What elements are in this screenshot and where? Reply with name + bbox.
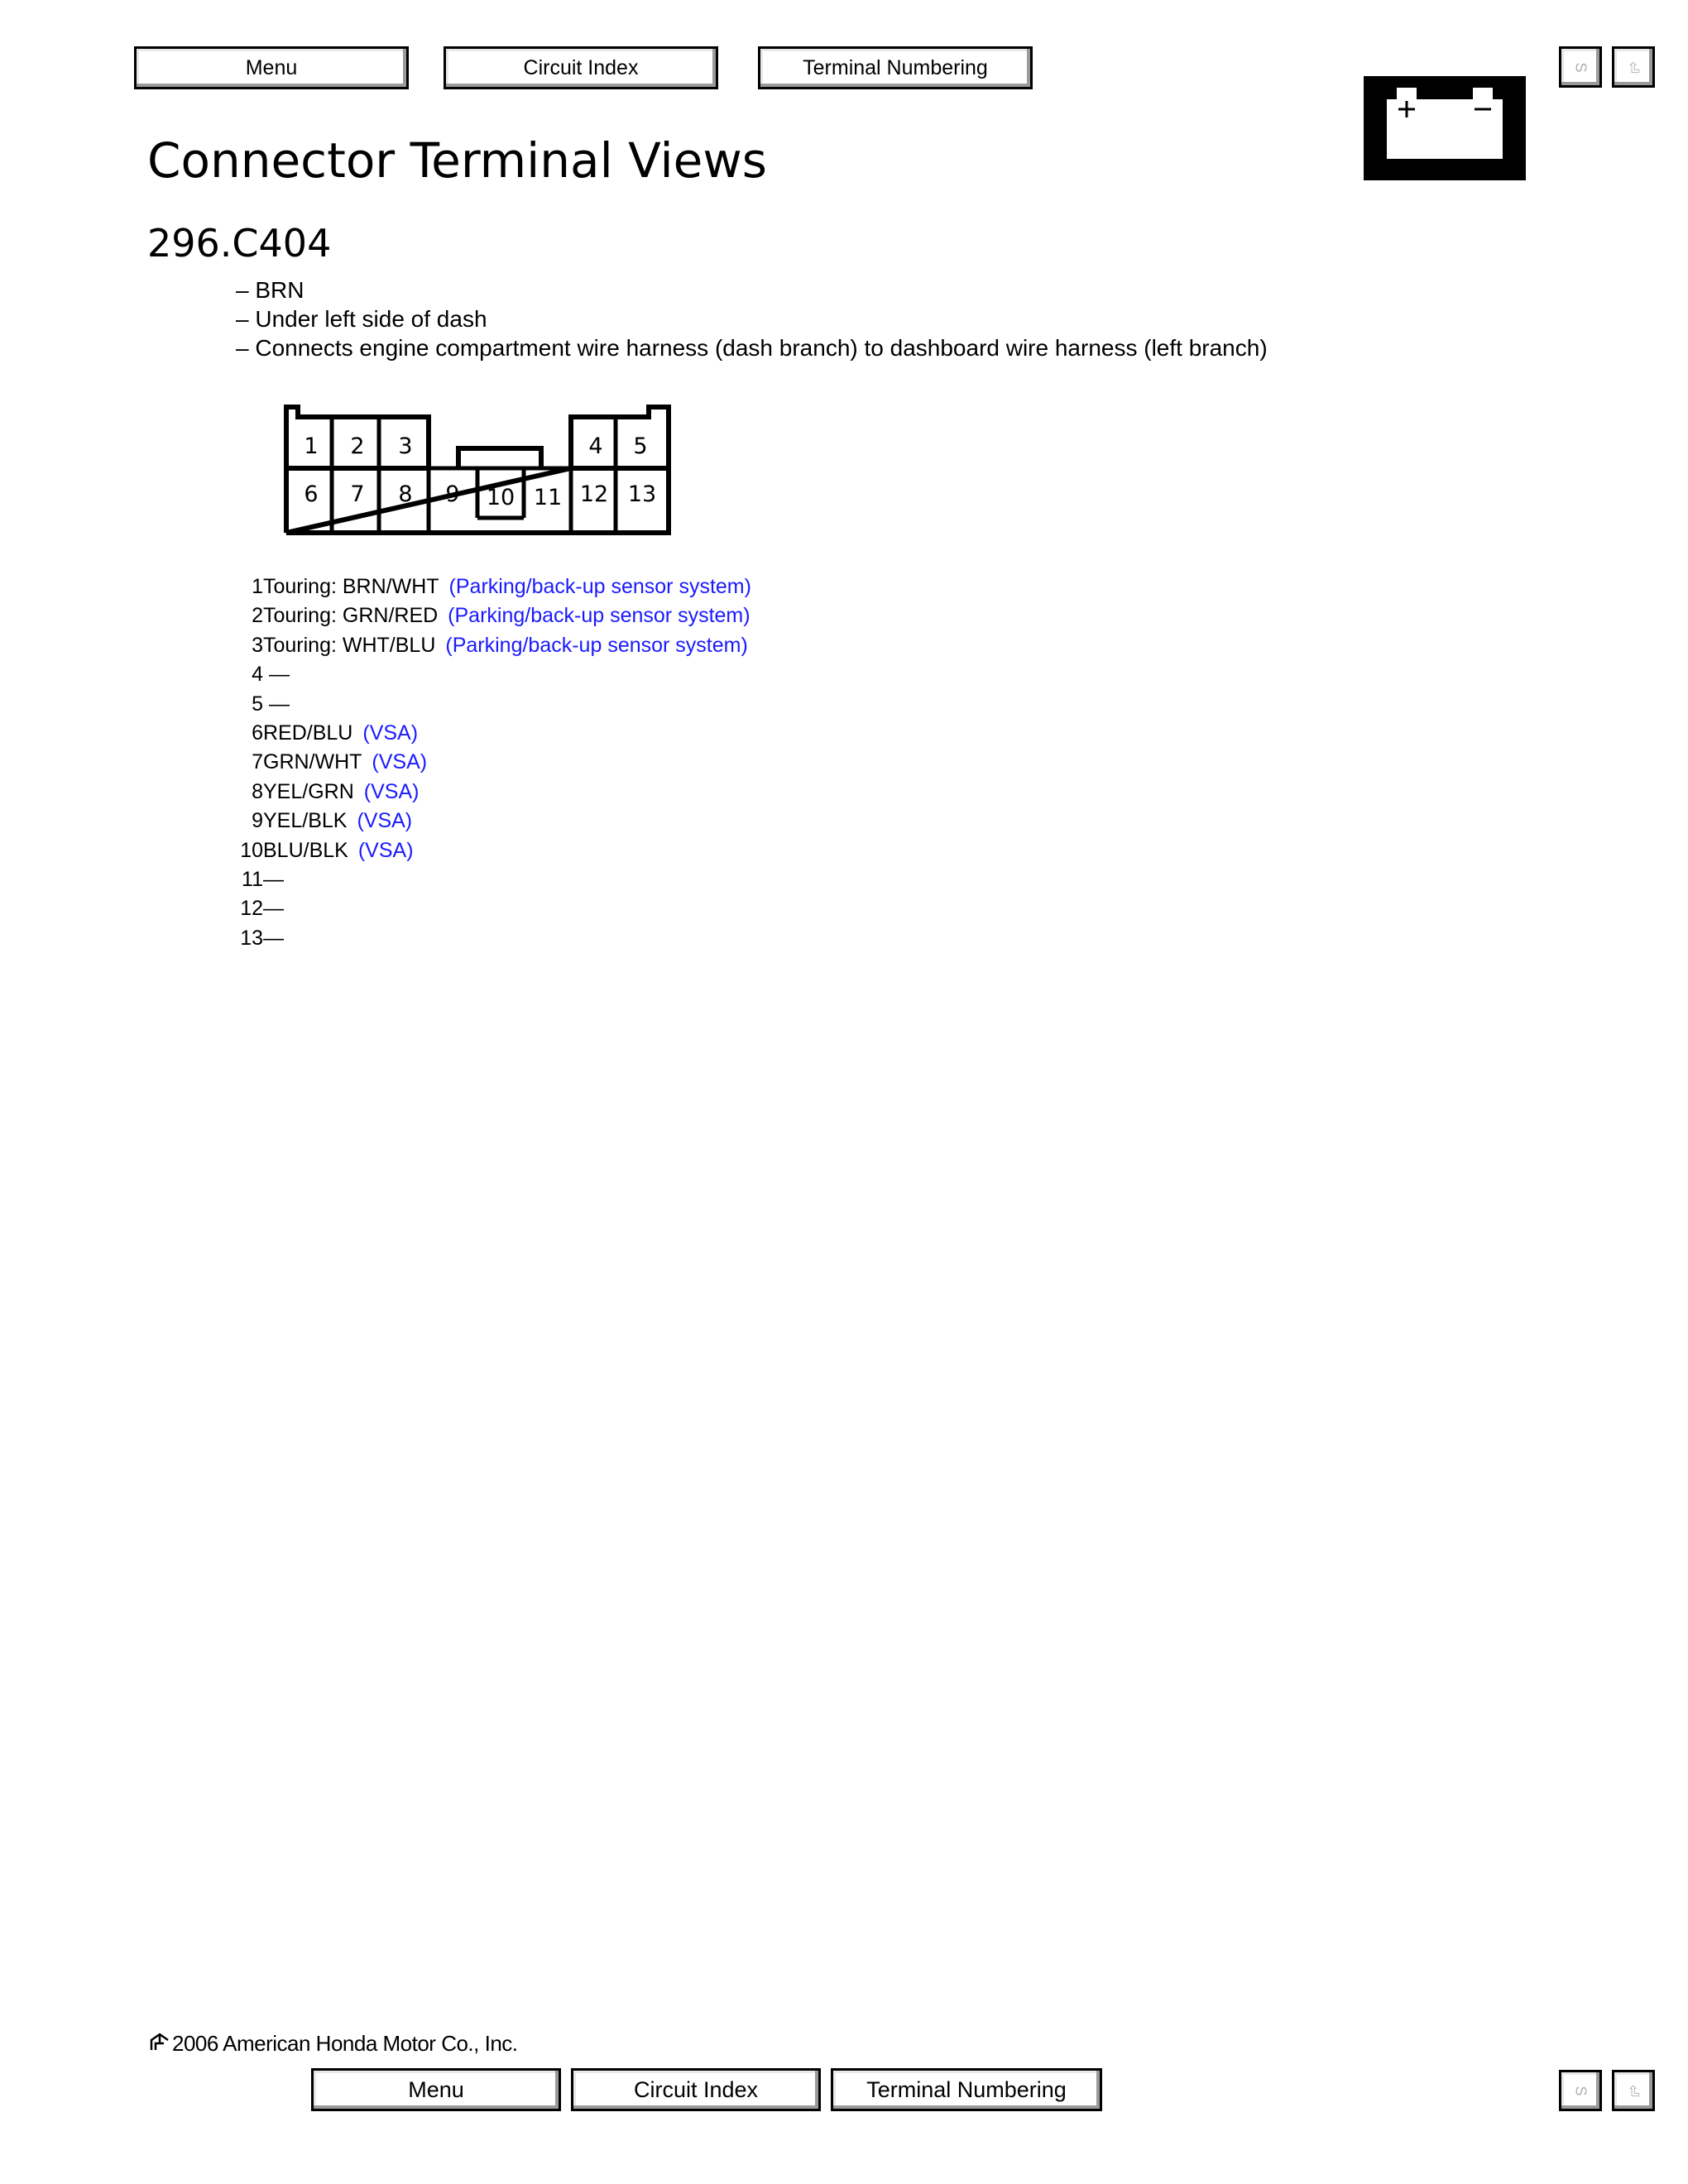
connector-id: 296.C404 (147, 221, 332, 266)
bottom-menu-button[interactable]: Menu (311, 2068, 561, 2111)
terminal-label-8: 8 (398, 481, 413, 507)
prev-page-icon: S (1572, 61, 1590, 73)
circuit-index-button[interactable]: Circuit Index (444, 46, 718, 89)
page-title: Connector Terminal Views (147, 132, 767, 189)
system-link[interactable]: (VSA) (363, 779, 420, 803)
next-page-icon: ⏎ (1625, 2084, 1642, 2097)
connector-connects: – Connects engine compartment wire harness (dash branch) to dashboard wire harness (left branch) (236, 335, 1268, 361)
terminal-label-11: 11 (533, 485, 563, 510)
next-page-icon: ⏎ (1625, 60, 1642, 74)
terminal-label-2: 2 (350, 433, 365, 459)
connector-color: – BRN (236, 277, 305, 303)
terminal-label-6: 6 (304, 481, 319, 507)
system-link[interactable]: (Parking/back-up sensor system) (448, 604, 750, 628)
terminal-row: 10BLU/BLK (VSA) (240, 838, 414, 862)
system-link[interactable]: (Parking/back-up sensor system) (445, 633, 748, 657)
terminal-label-7: 7 (350, 481, 365, 507)
terminal-numbering-button[interactable]: Terminal Numbering (758, 46, 1033, 89)
bottom-prev-page-button[interactable] (1559, 2070, 1602, 2111)
footer-copyright: 2006 American Honda Motor Co., Inc. (149, 2031, 518, 2057)
terminal-label-10: 10 (486, 485, 516, 510)
prev-page-icon: S (1572, 2085, 1590, 2096)
terminal-list (240, 572, 751, 953)
system-link[interactable]: (VSA) (357, 809, 413, 833)
terminal-row: 4 — (252, 663, 290, 687)
terminal-label-5: 5 (633, 433, 648, 459)
terminal-row: 5 — (252, 692, 290, 716)
terminal-row: 9YEL/BLK (VSA) (252, 809, 413, 833)
system-link[interactable]: (VSA) (362, 721, 419, 745)
system-link[interactable]: (Parking/back-up sensor system) (448, 575, 751, 598)
terminal-row: 8YEL/GRN (VSA) (252, 779, 420, 803)
menu-button[interactable]: Menu (134, 46, 409, 89)
bottom-terminal-numbering-button[interactable]: Terminal Numbering (831, 2068, 1102, 2111)
terminal-row: 11— (242, 868, 284, 892)
terminal-row: 1Touring: BRN/WHT (Parking/back-up sensor system) (252, 575, 751, 598)
terminal-row: 7GRN/WHT (VSA) (252, 750, 428, 774)
bottom-circuit-index-button[interactable]: Circuit Index (571, 2068, 821, 2111)
honda-logo-icon (149, 2032, 172, 2053)
connector-description (236, 275, 1268, 362)
terminal-label-4: 4 (588, 433, 603, 459)
terminal-label-9: 9 (445, 481, 460, 507)
terminal-row: 6RED/BLU (VSA) (252, 721, 419, 745)
terminal-row: 13— (240, 926, 284, 950)
terminal-row: 2Touring: GRN/RED (Parking/back-up sensor system) (252, 604, 750, 628)
connector-diagram (280, 400, 677, 541)
system-link[interactable]: (VSA) (372, 750, 428, 774)
prev-page-button[interactable] (1559, 46, 1602, 88)
terminal-row: 12— (240, 897, 284, 921)
terminal-label-3: 3 (398, 433, 413, 459)
system-link[interactable]: (VSA) (357, 838, 414, 862)
terminal-row: 3Touring: WHT/BLU (Parking/back-up sensor system) (252, 633, 748, 657)
terminal-label-13: 13 (627, 481, 657, 507)
connector-location: – Under left side of dash (236, 306, 487, 332)
bottom-next-page-button[interactable] (1612, 2070, 1655, 2111)
next-page-button[interactable] (1612, 46, 1655, 88)
terminal-label-12: 12 (579, 481, 609, 507)
terminal-label-1: 1 (304, 433, 319, 459)
battery-icon[interactable] (1364, 76, 1526, 180)
